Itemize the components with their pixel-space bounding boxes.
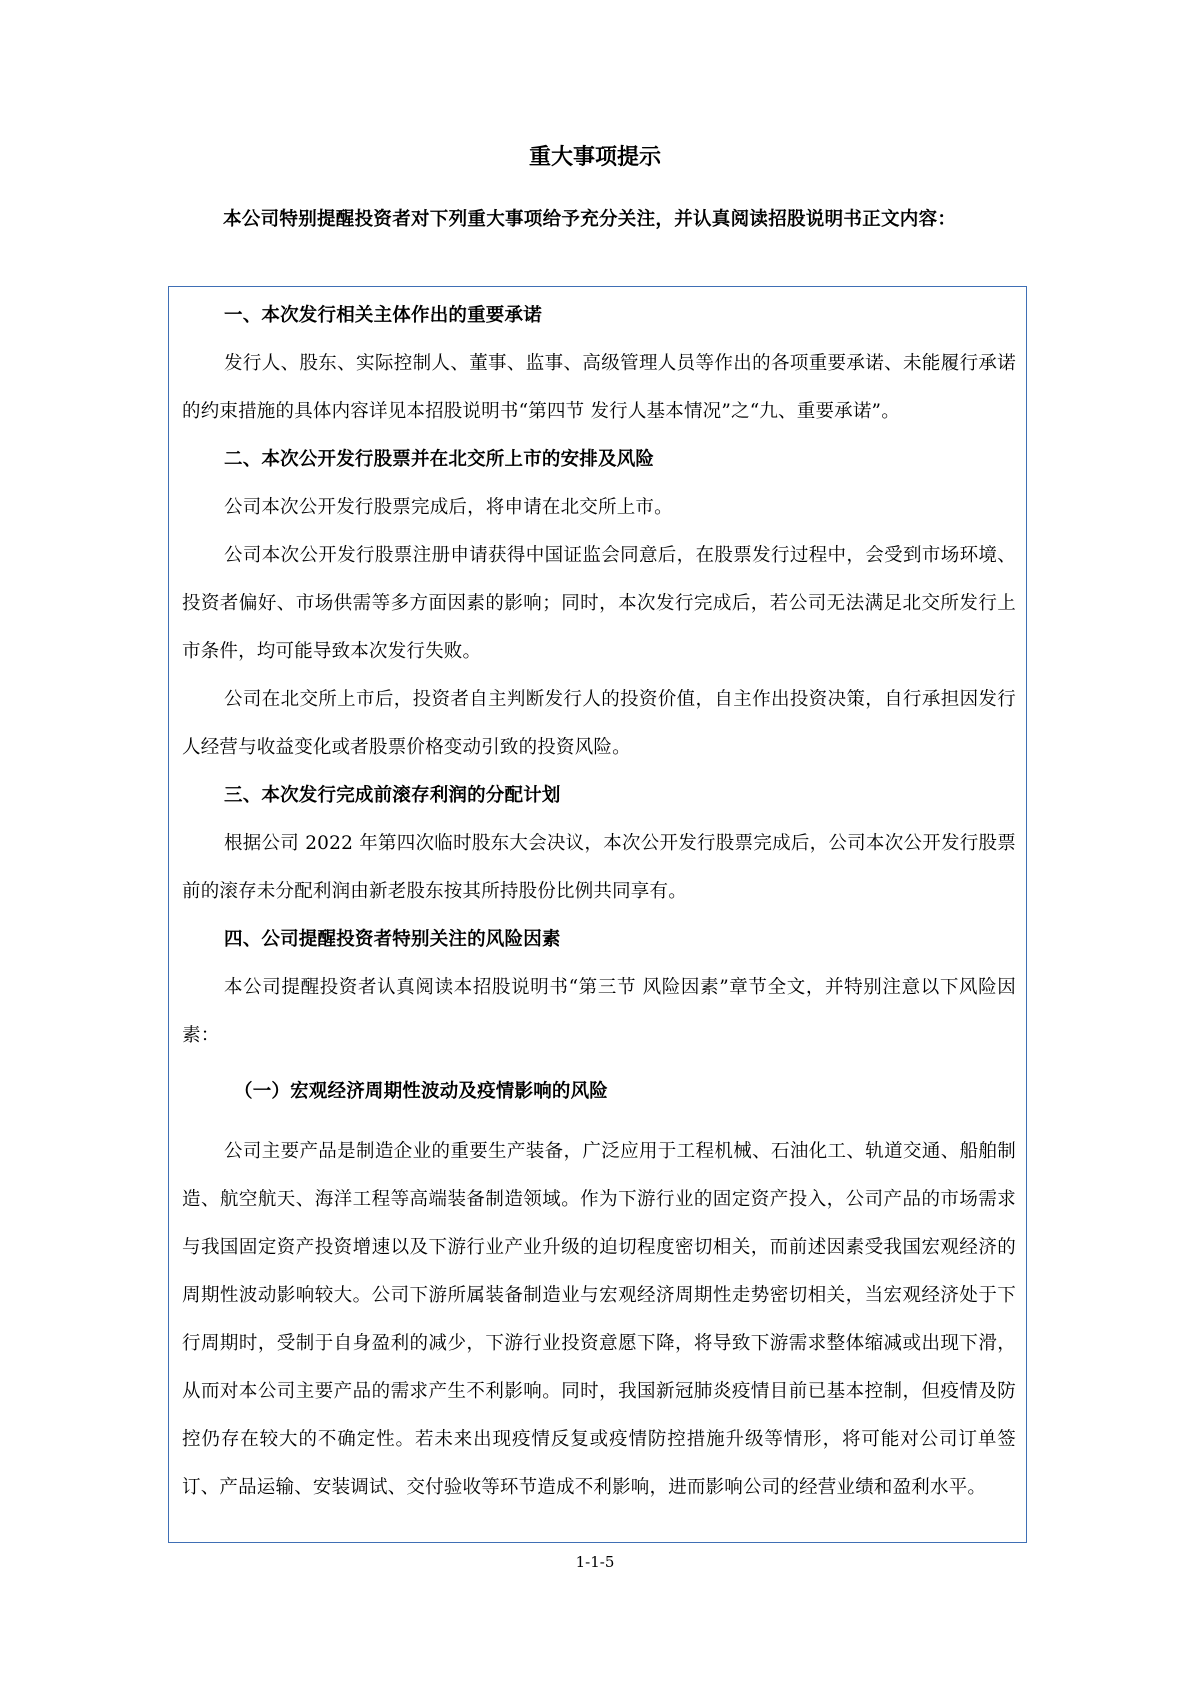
section-1-paragraph: 发行人、股东、实际控制人、董事、监事、高级管理人员等作出的各项重要承诺、未能履行承诺的约束措施的具体内容详见本招股说明书“第四节 发行人基本情况”之“九、重要承诺”。 [182,353,1016,422]
section-2-paragraph-1: 公司本次公开发行股票完成后，将申请在北交所上市。 [224,497,673,518]
risk-subheading: （一）宏观经济周期性波动及疫情影响的风险 [234,1081,609,1102]
risk-paragraph: 公司主要产品是制造企业的重要生产装备，广泛应用于工程机械、石油化工、轨道交通、船舶制造、航空航天、海洋工程等高端装备制造领域。作为下游行业的固定资产投入，公司产品的市场需求与我国固定资产投资增速以及下游行业产业升级的迫切程度密切相关，而前述因素受我国宏观经济的周期性波动影响较大。公司下游所属装备制造业与宏观经济周期性走势密切相关，当宏观经济处于下行周期时，受制于自身盈利的减少，下游行业投资意愿下降，将导致下游需求整体缩减或出现下滑，从而对本公司主要产品的需求产生不利影响。同时，我国新冠肺炎疫情目前已基本控制，但疫情及防控仍存在较大的不确定性。若未来出现疫情反复或疫情防控措施升级等情形，将可能对公司订单签订、产品运输、安装调试、交付验收等环节造成不利影响，进而影响公司的经营业绩和盈利水平。 [182,1141,1016,1498]
section-4-heading: 四、公司提醒投资者特别关注的风险因素 [224,929,561,950]
content-body [182,292,1016,1512]
section-1-heading: 一、本次发行相关主体作出的重要承诺 [224,305,542,326]
section-3-heading: 三、本次发行完成前滚存利润的分配计划 [224,785,561,806]
section-4-paragraph: 本公司提醒投资者认真阅读本招股说明书“第三节 风险因素”章节全文，并特别注意以下风险因素： [182,977,1016,1046]
page-title: 重大事项提示 [528,144,661,170]
section-2-paragraph-3: 公司在北交所上市后，投资者自主判断发行人的投资价值，自主作出投资决策，自行承担因发行人经营与收益变化或者股票价格变动引致的投资风险。 [182,689,1016,758]
section-2-paragraph-2: 公司本次公开发行股票注册申请获得中国证监会同意后，在股票发行过程中，会受到市场环境、投资者偏好、市场供需等多方面因素的影响；同时，本次发行完成后，若公司无法满足北交所发行上市条件，均可能导致本次发行失败。 [182,545,1016,662]
intro-notice: 本公司特别提醒投资者对下列重大事项给予充分关注，并认真阅读招股说明书正文内容： [223,209,957,230]
section-2-heading: 二、本次公开发行股票并在北交所上市的安排及风险 [224,449,655,470]
section-3-paragraph: 根据公司 2022 年第四次临时股东大会决议，本次公开发行股票完成后，公司本次公开发行股票前的滚存未分配利润由新老股东按其所持股份比例共同享有。 [182,833,1016,902]
page-number: 1-1-5 [575,1553,615,1571]
